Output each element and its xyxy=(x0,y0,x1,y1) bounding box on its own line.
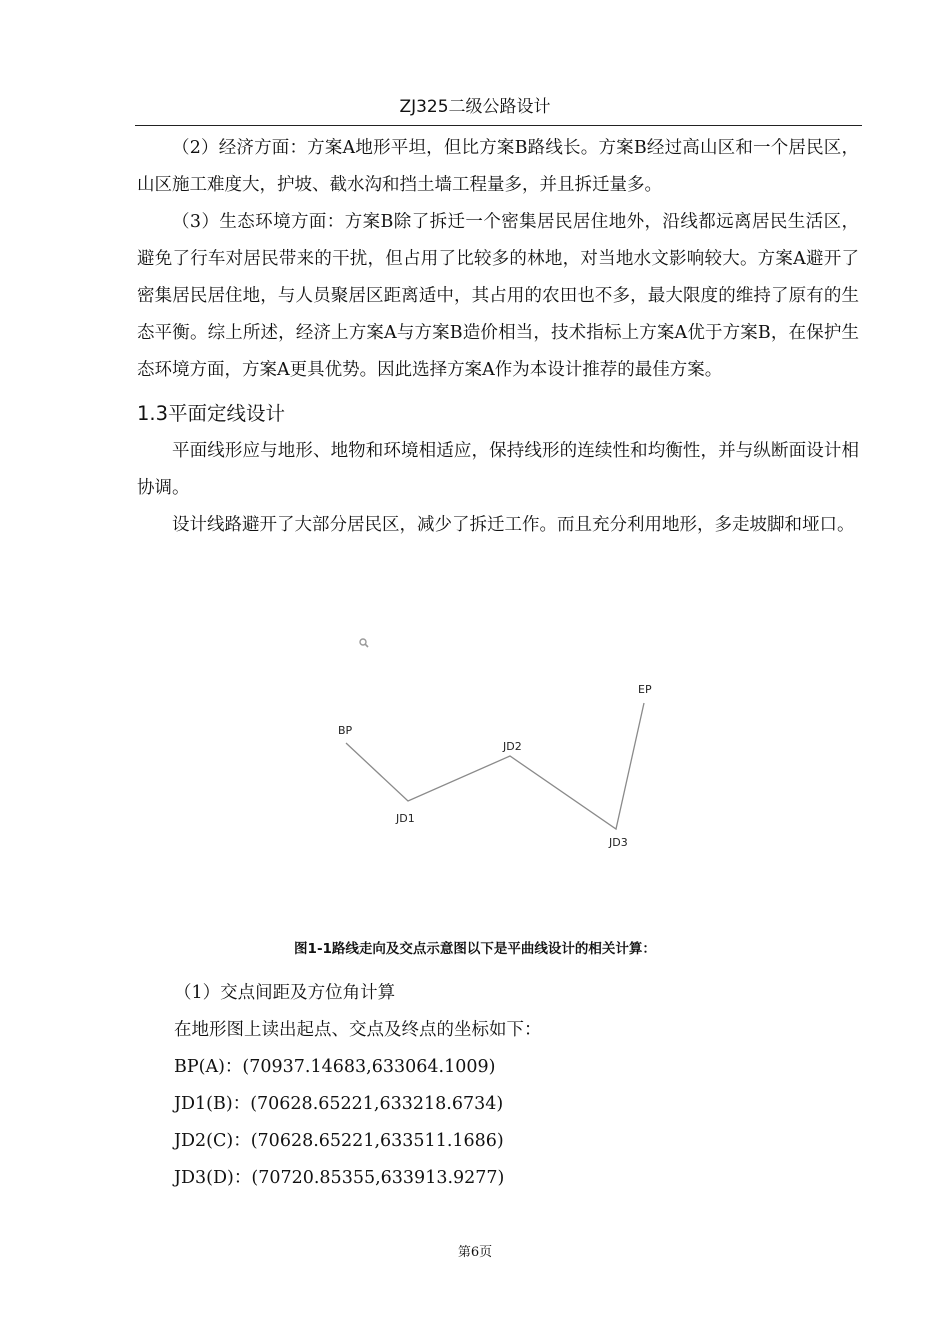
route-diagram xyxy=(300,625,700,885)
calc-heading: （1）交点间距及方位角计算 xyxy=(174,983,396,1003)
header-divider xyxy=(135,125,862,126)
figure-caption: 图1-1路线走向及交点示意图以下是平曲线设计的相关计算： xyxy=(294,941,656,957)
point-label-jd1: JD1 xyxy=(396,812,415,825)
page-number: 第6页 xyxy=(457,1245,493,1260)
calc-intro: 在地形图上读出起点、交点及终点的坐标如下： xyxy=(174,1020,542,1040)
route-line xyxy=(346,703,644,829)
document-title: ZJ325二级公路设计 xyxy=(399,97,551,117)
calculation-section xyxy=(174,975,864,1197)
point-label-bp: BP xyxy=(338,724,353,737)
magnifier-icon xyxy=(360,639,368,647)
coordinate-jd3: JD3(D)：(70720.85355,633913.9277) xyxy=(174,1168,505,1188)
coordinate-bp: BP(A)：(70937.14683,633064.1009) xyxy=(174,1057,496,1077)
point-label-jd3: JD3 xyxy=(609,836,628,849)
section-heading: 1.3平面定线设计 xyxy=(137,402,286,425)
paragraph-ecology: （3）生态环境方面：方案B除了拆迁一个密集居民居住地外，沿线都远离居民生活区，避免了行车对居民带来的干扰，但占用了比较多的林地，对当地水文影响较大。方案A避开了密集居民居住地，与人员聚居区距离适中，其占用的农田也不多，最大限度的维持了原有的生态平衡。综上所述，经济上方案A与方案B造价相当，技术指标上方案A优于方案B，在保护生态环境方面，方案A更具优势。因此选择方案A作为本设计推荐的最佳方案。 xyxy=(137,212,859,380)
point-label-jd2: JD2 xyxy=(503,740,522,753)
coordinate-jd1: JD1(B)：(70628.65221,633218.6734) xyxy=(174,1094,504,1114)
paragraph-economy: （2）经济方面：方案A地形平坦，但比方案B路线长。方案B经过高山区和一个居民区，山区施工难度大，护坡、截水沟和挡土墙工程量多，并且拆迁量多。 xyxy=(137,138,859,195)
body-text xyxy=(137,130,859,544)
coordinate-jd2: JD2(C)：(70628.65221,633511.1686) xyxy=(174,1131,504,1151)
route-diagram-svg xyxy=(300,625,700,885)
paragraph-alignment: 平面线形应与地形、地物和环境相适应，保持线形的连续性和均衡性，并与纵断面设计相协调。 xyxy=(137,441,859,498)
point-label-ep: EP xyxy=(638,683,652,696)
paragraph-route: 设计线路避开了大部分居民区，减少了拆迁工作。而且充分利用地形，多走坡脚和垭口。 xyxy=(172,515,855,535)
